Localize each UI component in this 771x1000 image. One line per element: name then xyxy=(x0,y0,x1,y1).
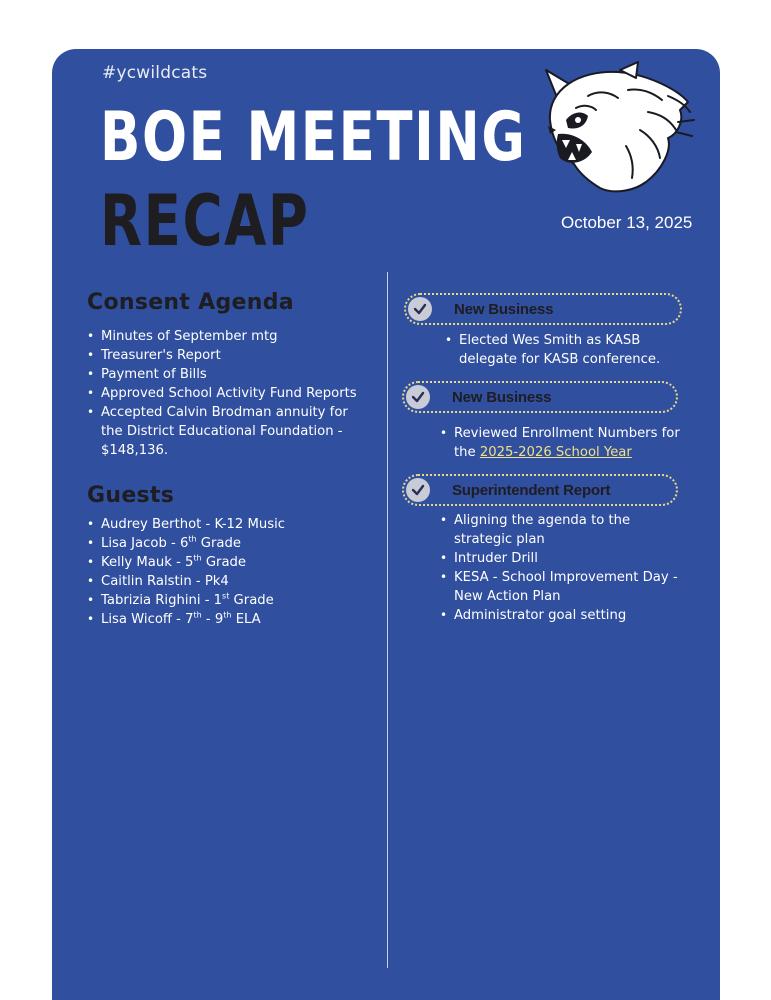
list-item: • Minutes of September mtg xyxy=(87,327,367,346)
list-item: • Approved School Activity Fund Reports xyxy=(87,384,367,403)
list-item xyxy=(87,403,367,460)
new-business-list-1 xyxy=(445,331,685,369)
consent-agenda-heading: Consent Agenda xyxy=(87,290,294,315)
list-item: • Administrator goal setting xyxy=(440,606,690,625)
superintendent-report-list xyxy=(440,511,690,625)
list-item: • Caitlin Ralstin - Pk4 xyxy=(87,572,367,591)
list-item: • Tabrizia Righini - 1st Grade xyxy=(87,591,367,610)
section-label: New Business xyxy=(454,300,554,318)
column-divider xyxy=(387,272,388,968)
list-item: • Treasurer's Report xyxy=(87,346,367,365)
new-business-list-2 xyxy=(440,424,690,462)
list-item: • Lisa Wicoff - 7th - 9th ELA xyxy=(87,610,367,629)
item-line: Accepted Calvin Brodman annuity for xyxy=(101,405,348,420)
title-line-1: BOE MEETING xyxy=(100,98,527,177)
list-item: • Lisa Jacob - 6th Grade xyxy=(87,534,367,553)
consent-agenda-list xyxy=(87,327,367,460)
superintendent-report-header xyxy=(402,474,678,506)
school-year-link[interactable]: 2025-2026 School Year xyxy=(479,445,632,460)
check-circle-icon xyxy=(406,385,430,409)
list-item: • Elected Wes Smith as KASB delegate for KASB conference. xyxy=(445,331,685,369)
item-line: the District Educational Foundation - xyxy=(101,424,343,439)
list-item: • Reviewed Enrollment Numbers for the 2025-2026 School Year xyxy=(440,424,690,462)
check-circle-icon xyxy=(408,297,432,321)
meeting-date: October 13, 2025 xyxy=(561,213,693,232)
new-business-header-1 xyxy=(404,293,682,325)
hashtag: #ycwildcats xyxy=(102,63,208,83)
list-item: • Audrey Berthot - K-12 Music xyxy=(87,515,367,534)
section-label: New Business xyxy=(452,388,552,406)
list-item: • Intruder Drill xyxy=(440,549,690,568)
title-line-2: RECAP xyxy=(100,180,310,262)
guests-heading: Guests xyxy=(87,483,175,508)
list-item: • Payment of Bills xyxy=(87,365,367,384)
check-circle-icon xyxy=(406,478,430,502)
section-label: Superintendent Report xyxy=(452,481,611,499)
list-item: • Kelly Mauk - 5th Grade xyxy=(87,553,367,572)
wildcat-mascot-logo xyxy=(528,60,696,196)
list-item: • KESA - School Improvement Day - New Action Plan xyxy=(440,568,690,606)
new-business-header-2 xyxy=(402,381,678,413)
guests-list xyxy=(87,515,367,629)
list-item: • Aligning the agenda to the strategic plan xyxy=(440,511,690,549)
item-line: $148,136. xyxy=(101,443,169,458)
